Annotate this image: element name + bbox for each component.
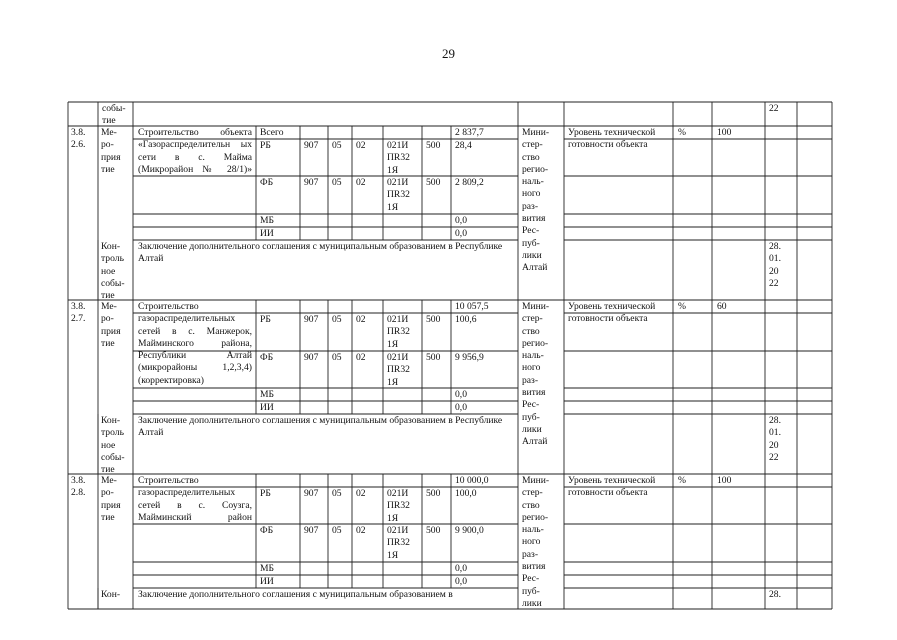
fin-vr: 500 [426, 525, 441, 536]
fin-sum: 100,6 [455, 314, 477, 325]
fin-pr: 02 [356, 488, 366, 499]
control-date: 28. 01. 20 22 [769, 415, 781, 463]
fin-sum: 2 837,7 [455, 127, 484, 138]
control-event-label: Кон- троль ное собы- тие [101, 241, 125, 302]
control-event-text: Заключение дополнительного соглашения с муниципальным образованием в Республике Алтай [138, 241, 503, 265]
fin-src: ИИ [260, 576, 274, 587]
fin-rz: 05 [332, 488, 342, 499]
control-date: 22 [769, 103, 779, 114]
unit: % [678, 475, 686, 486]
fin-sum: 100,0 [455, 488, 477, 499]
control-event-label: собы- тие [102, 103, 126, 127]
fin-src: ФБ [260, 177, 274, 188]
unit: % [678, 301, 686, 312]
control-event-text: Заключение дополнительного соглашения с муниципальным образованием в Республике Алтай [138, 415, 503, 439]
item-number: 3.8. 2.7. [71, 301, 86, 325]
fin-grbs: 907 [304, 177, 319, 188]
fin-csr: 021И ПR32 1Я [387, 525, 410, 561]
fin-rz: 05 [332, 314, 342, 325]
indicator: Уровень технической готовности объекта [568, 127, 656, 151]
fin-grbs: 907 [304, 352, 319, 363]
item-kind: Ме- ро- прия тие [101, 301, 121, 349]
fin-sum: 10 057,5 [455, 301, 489, 312]
indicator: Уровень технической готовности объекта [568, 301, 656, 325]
fin-vr: 500 [426, 140, 441, 151]
fin-grbs: 907 [304, 314, 319, 325]
fin-vr: 500 [426, 352, 441, 363]
item-number: 3.8. 2.6. [71, 127, 86, 151]
fin-sum: 0,0 [455, 215, 467, 226]
fin-src: МБ [260, 563, 275, 574]
fin-csr: 021И ПR32 1Я [387, 314, 410, 350]
fin-sum: 9 956,9 [455, 352, 484, 363]
control-date: 28. [769, 589, 781, 600]
fin-src: ИИ [260, 402, 274, 413]
control-event-text: Заключение дополнительного соглашения с муниципальным образованием в [138, 589, 453, 600]
executor: Мини- стер- ство регио- наль- ного раз- вития Рес- пуб- лики [522, 475, 550, 609]
fin-src: РБ [260, 140, 271, 151]
fin-rz: 05 [332, 177, 342, 188]
fin-sum: 0,0 [455, 228, 467, 239]
fin-src: МБ [260, 215, 275, 226]
fin-pr: 02 [356, 177, 366, 188]
target: 60 [717, 301, 727, 312]
fin-sum: 0,0 [455, 563, 467, 574]
fin-csr: 021И ПR32 1Я [387, 352, 410, 388]
control-date: 28. 01. 20 22 [769, 241, 781, 289]
fin-src: ФБ [260, 525, 274, 536]
fin-csr: 021И ПR32 1Я [387, 177, 410, 213]
fin-src: Всего [260, 127, 284, 138]
item-kind: Ме- ро- прия тие [101, 475, 121, 523]
fin-rz: 05 [332, 352, 342, 363]
fin-pr: 02 [356, 352, 366, 363]
control-event-label: Кон- троль ное собы- тие [101, 415, 125, 476]
executor: Мини- стер- ство регио- наль- ного раз- вития Рес- пуб- лики Алтай [522, 127, 550, 274]
item-name: Строительство объекта «Газораспределительн ых сети в с. Майма (Микрорайон № 28/1)» [138, 127, 252, 175]
fin-csr: 021И ПR32 1Я [387, 488, 410, 524]
fin-vr: 500 [426, 314, 441, 325]
fin-rz: 05 [332, 140, 342, 151]
fin-sum: 28,4 [455, 140, 472, 151]
fin-sum: 2 809,2 [455, 177, 484, 188]
target: 100 [717, 127, 732, 138]
fin-rz: 05 [332, 525, 342, 536]
executor: Мини- стер- ство регио- наль- ного раз- вития Рес- пуб- лики Алтай [522, 301, 550, 448]
item-name: Строительство газораспределительных сетей в с. Манжерок, Майминского района, Республики Алтай (микрорайоны 1,2,3,4) (корректировка) [138, 301, 252, 386]
fin-sum: 9 900,0 [455, 525, 484, 536]
fin-sum: 0,0 [455, 402, 467, 413]
fin-grbs: 907 [304, 525, 319, 536]
fin-grbs: 907 [304, 488, 319, 499]
fin-sum: 0,0 [455, 576, 467, 587]
fin-pr: 02 [356, 140, 366, 151]
target: 100 [717, 475, 732, 486]
fin-src: ИИ [260, 228, 274, 239]
fin-src: РБ [260, 488, 271, 499]
fin-pr: 02 [356, 314, 366, 325]
fin-src: МБ [260, 389, 275, 400]
fin-vr: 500 [426, 177, 441, 188]
fin-src: ФБ [260, 352, 274, 363]
item-number: 3.8. 2.8. [71, 475, 86, 499]
unit: % [678, 127, 686, 138]
fin-src: РБ [260, 314, 271, 325]
fin-csr: 021И ПR32 1Я [387, 140, 410, 176]
page-number: 29 [442, 46, 455, 61]
indicator: Уровень технической готовности объекта [568, 475, 656, 499]
fin-vr: 500 [426, 488, 441, 499]
fin-sum: 0,0 [455, 389, 467, 400]
item-kind: Ме- ро- прия тие [101, 127, 121, 175]
fin-sum: 10 000,0 [455, 475, 489, 486]
fin-pr: 02 [356, 525, 366, 536]
fin-grbs: 907 [304, 140, 319, 151]
control-event-label: Кон- [101, 589, 121, 600]
item-name: Строительство газораспределительных сетей в с. Соузга, Майминский район [138, 475, 252, 523]
